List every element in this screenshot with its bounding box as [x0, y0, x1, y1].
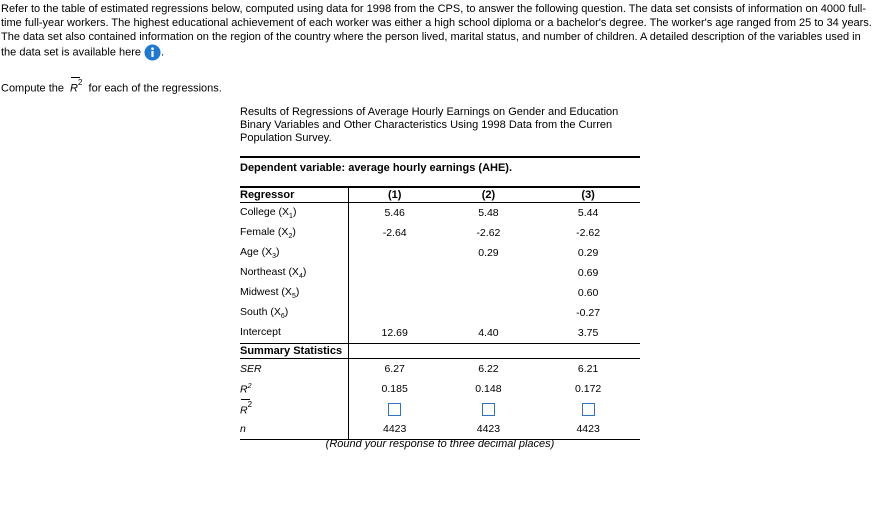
regressor-label: Female $(X_2)$	[240, 225, 296, 241]
coefficient-cell	[441, 303, 537, 323]
coefficient-cell: -2.62	[476, 227, 501, 239]
table-row-r2: $R^2$ 0.185 0.148 0.172	[240, 379, 640, 399]
table-row	[240, 223, 640, 243]
coefficient-cell	[441, 283, 537, 303]
table-row-n: n 4423 4423 4423	[240, 419, 640, 440]
table-caption: Results of Regressions of Average Hourly Earnings on Gender and Education Binary Variables and Other Characteristics Using 1998 Data from the Curren Population Survey.	[240, 106, 619, 144]
coefficient-cell	[348, 243, 440, 263]
r-bar-squared-symbol: $R^2$	[240, 399, 253, 417]
coefficient-cell	[441, 263, 537, 283]
coefficient-cell	[348, 263, 440, 283]
adjusted-r2-input-2[interactable]	[482, 403, 495, 416]
coefficient-cell: 0.60	[577, 287, 599, 299]
coefficient-cell: 5.44	[577, 207, 599, 219]
coefficient-cell: 0.29	[577, 247, 599, 259]
r-bar-squared-symbol: $R^2$	[70, 78, 83, 95]
summary-statistics-row: Summary Statistics	[240, 344, 640, 359]
coefficient-cell: 5.46	[348, 203, 440, 224]
table-row	[240, 203, 640, 224]
coefficient-cell	[348, 303, 440, 323]
table-row-adjusted-r2	[240, 399, 640, 419]
table-row	[240, 323, 640, 344]
coefficient-cell: -2.64	[348, 223, 440, 243]
regressor-label: College $(X_1)$	[240, 205, 297, 221]
coefficient-cell: 0.69	[577, 267, 599, 279]
adjusted-r2-input-1[interactable]	[388, 403, 401, 416]
info-icon[interactable]	[144, 44, 161, 61]
coefficient-cell	[348, 283, 440, 303]
table-row	[240, 263, 640, 283]
coefficient-cell: 3.75	[577, 327, 599, 339]
table-row	[240, 283, 640, 303]
rounding-instruction: (Round your response to three decimal places)	[325, 438, 555, 450]
intro-text	[1, 2, 879, 61]
regressor-label: Intercept	[240, 325, 281, 338]
intro-body: Refer to the table of estimated regressions below, computed using data for 1998 from the CPS, to answer the following question. The data set consists of information on 4000 full-time full-year workers. The highest educational achievement of each worker was either a high school diploma or a bachelor's degree. The worker's age ranged from 25 to 34 years. The data set also contained information on the region of the country where the person lived, marital status, and number of children. A detailed description of the variables used in the data set is available here	[1, 3, 872, 59]
regression-table	[240, 186, 640, 440]
regressor-label: Age $(X_3)$	[240, 245, 280, 261]
coefficient-cell: 5.48	[478, 207, 499, 219]
table-header-row: Regressor (1) (2) (3)	[240, 187, 640, 203]
regressor-label: Northeast $(X_4)$	[240, 265, 307, 281]
question-prompt: Compute the $R^2$ for each of the regressions.	[1, 78, 222, 95]
table-row	[240, 243, 640, 263]
table-row-ser: SER 6.27 6.22 6.21	[240, 359, 640, 380]
adjusted-r2-input-3[interactable]	[582, 403, 595, 416]
regressor-label: South $(X_6)$	[240, 305, 289, 321]
coefficient-cell: -0.27	[576, 307, 601, 319]
regressor-label: Midwest $(X_5)$	[240, 285, 300, 301]
table-row	[240, 303, 640, 323]
coefficient-cell: 0.29	[478, 247, 499, 259]
coefficient-cell: -2.62	[576, 227, 601, 239]
coefficient-cell: 12.69	[348, 323, 440, 344]
intro-end-punct: .	[161, 46, 165, 59]
dependent-variable-label: Dependent variable: average hourly earnings (AHE).	[240, 156, 640, 174]
coefficient-cell: 4.40	[478, 327, 499, 339]
